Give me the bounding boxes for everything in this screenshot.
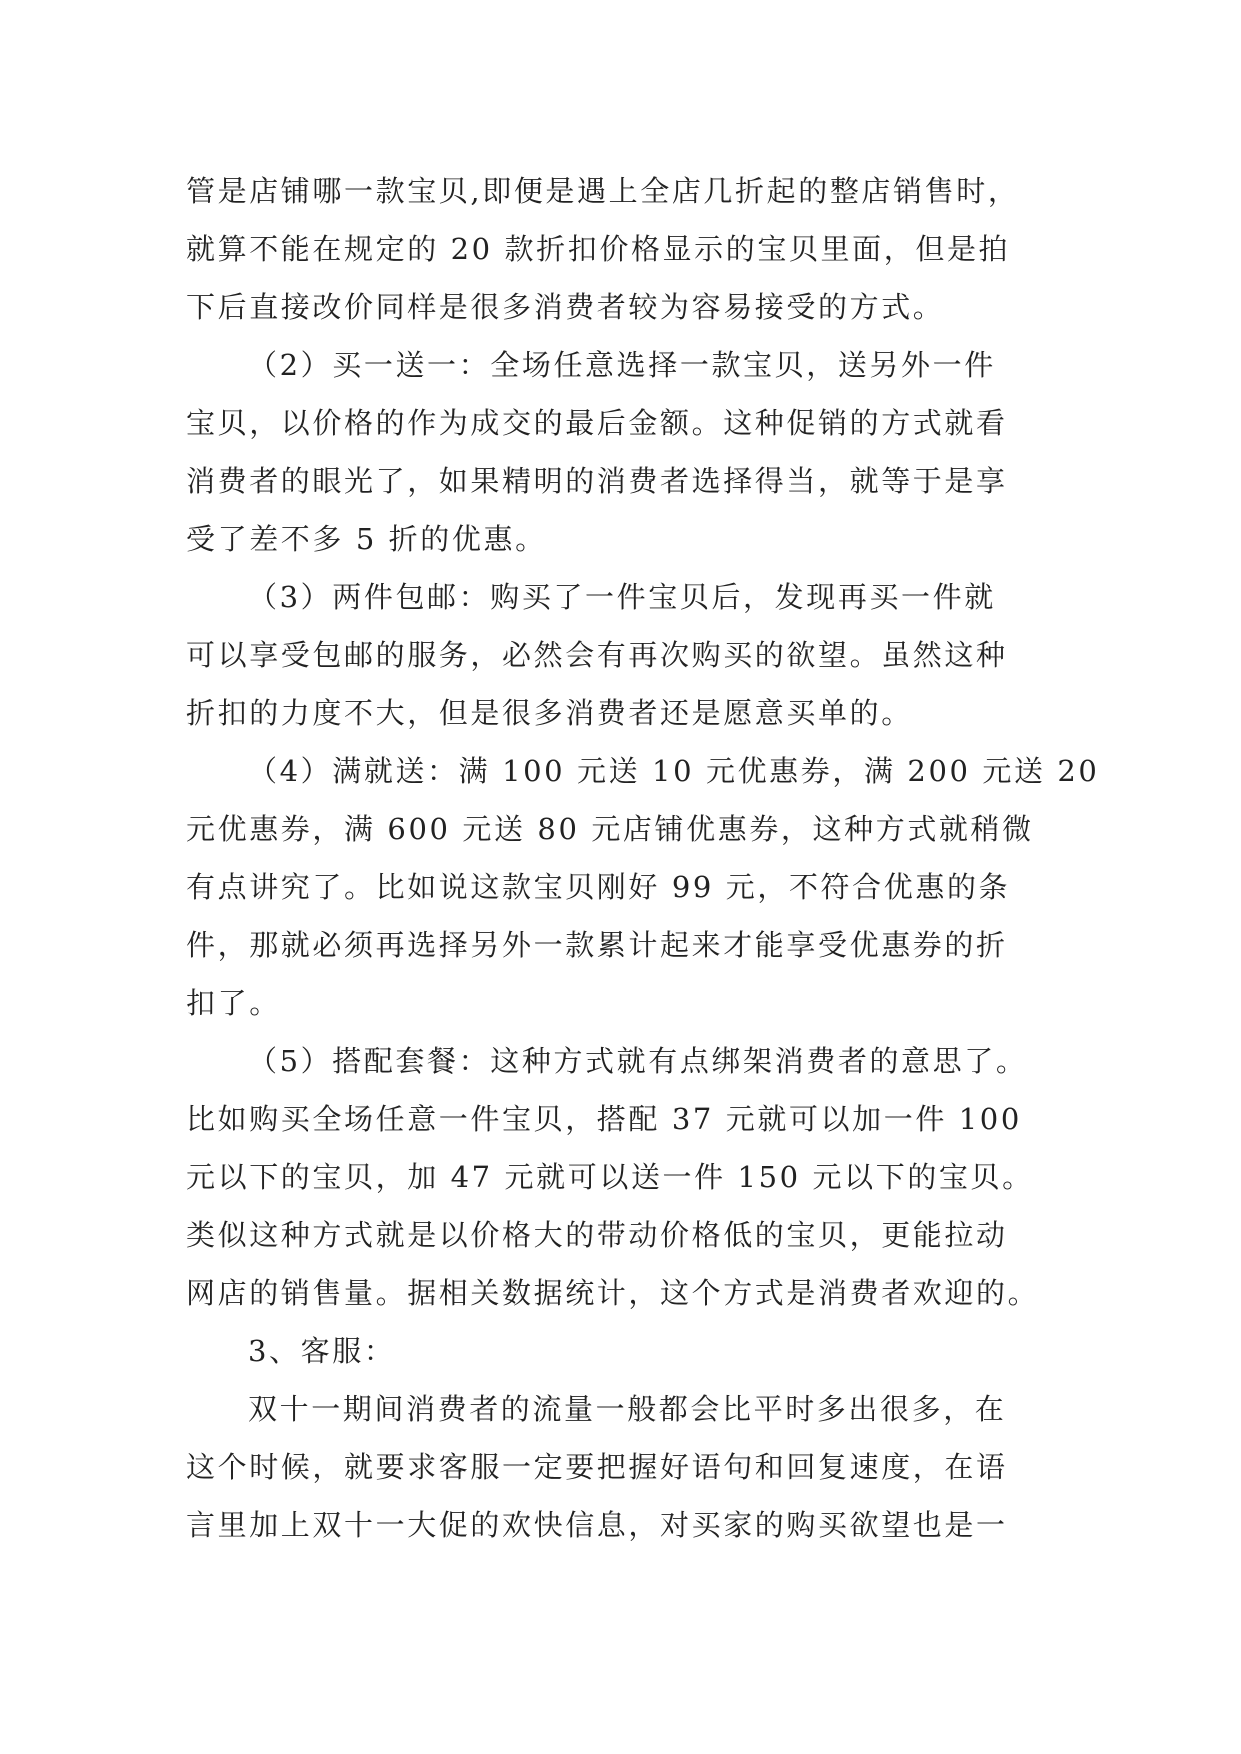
text-line: （3）两件包邮：购买了一件宝贝后，发现再买一件就 xyxy=(248,580,996,614)
text-line: 就算不能在规定的 20 款折扣价格显示的宝贝里面，但是拍 xyxy=(186,232,1011,266)
text-line: （2）买一送一：全场任意选择一款宝贝，送另外一件 xyxy=(248,348,996,382)
text-line: 网店的销售量。据相关数据统计，这个方式是消费者欢迎的。 xyxy=(186,1276,1040,1310)
text-line: 这个时候，就要求客服一定要把握好语句和回复速度，在语 xyxy=(186,1450,1008,1484)
document-body xyxy=(186,162,1100,1554)
text-line: 元以下的宝贝，加 47 元就可以送一件 150 元以下的宝贝。 xyxy=(186,1160,1034,1194)
text-line: （5）搭配套餐：这种方式就有点绑架消费者的意思了。 xyxy=(248,1044,1028,1078)
text-line: （4）满就送：满 100 元送 10 元优惠券，满 200 元送 20 xyxy=(248,754,1100,788)
text-line: 有点讲究了。比如说这款宝贝刚好 99 元，不符合优惠的条 xyxy=(186,870,1011,904)
text-line: 言里加上双十一大促的欢快信息，对买家的购买欲望也是一 xyxy=(186,1508,1008,1542)
text-line: 比如购买全场任意一件宝贝，搭配 37 元就可以加一件 100 xyxy=(186,1102,1022,1136)
text-line: 可以享受包邮的服务，必然会有再次购买的欲望。虽然这种 xyxy=(186,638,1008,672)
text-line: 管是店铺哪一款宝贝,即便是遇上全店几折起的整店销售时， xyxy=(186,174,1020,208)
text-line: 类似这种方式就是以价格大的带动价格低的宝贝，更能拉动 xyxy=(186,1218,1008,1252)
text-line: 扣了。 xyxy=(186,986,281,1020)
text-line: 宝贝，以价格的作为成交的最后金额。这种促销的方式就看 xyxy=(186,406,1008,440)
text-line: 双十一期间消费者的流量一般都会比平时多出很多，在 xyxy=(248,1392,1007,1426)
text-line: 消费者的眼光了，如果精明的消费者选择得当，就等于是享 xyxy=(186,464,1008,498)
text-line: 下后直接改价同样是很多消费者较为容易接受的方式。 xyxy=(186,290,945,324)
text-line: 元优惠券，满 600 元送 80 元店铺优惠券，这种方式就稍微 xyxy=(186,812,1034,846)
text-line: 折扣的力度不大，但是很多消费者还是愿意买单的。 xyxy=(186,696,913,730)
text-line: 3、客服： xyxy=(248,1334,396,1368)
text-line: 受了差不多 5 折的优惠。 xyxy=(186,522,547,556)
text-line: 件，那就必须再选择另外一款累计起来才能享受优惠券的折 xyxy=(186,928,1008,962)
